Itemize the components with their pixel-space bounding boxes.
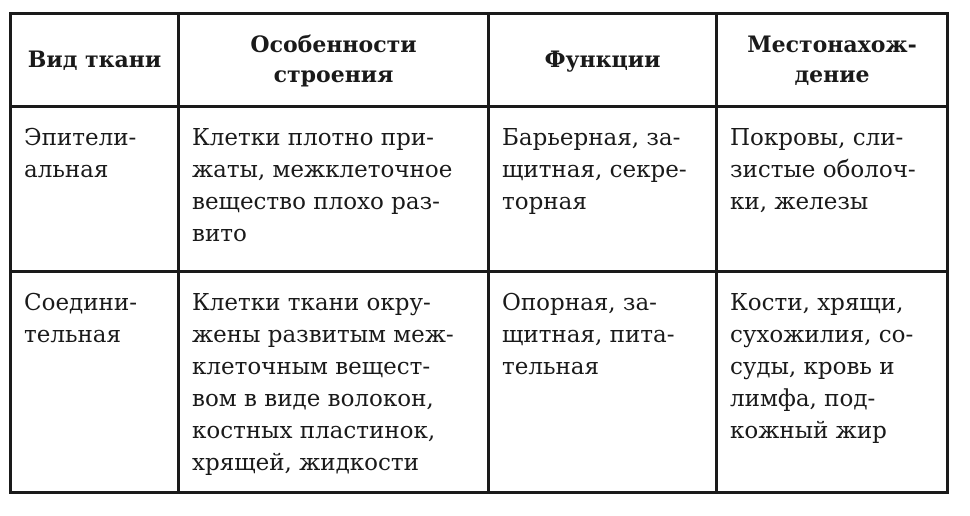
table-header [11,14,948,107]
cell-location: Покровы, сли- зистые оболоч- ки, железы [717,107,948,272]
header-row [11,14,948,107]
table-body [11,107,948,493]
header-tissue-type: Вид ткани [11,14,179,107]
header-functions: Функции [489,14,717,107]
table-row [11,272,948,493]
header-structure-features: Особенности строения [179,14,489,107]
cell-functions: Барьерная, за- щитная, секре- торная [489,107,717,272]
cell-structure-features: Клетки плотно при- жаты, межклеточное вещество плохо раз- вито [179,107,489,272]
table-row [11,107,948,272]
cell-location: Кости, хрящи, сухожилия, со- суды, кровь и лимфа, под- кожный жир [717,272,948,493]
tissue-types-table [9,12,949,494]
cell-structure-features: Клетки ткани окру- жены развитым меж- клеточным вещест- вом в виде волокон, костных пластинок, хрящей, жидкости [179,272,489,493]
cell-tissue-type: Эпители- альная [11,107,179,272]
cell-functions: Опорная, за- щитная, пита- тельная [489,272,717,493]
header-location: Местонахож- дение [717,14,948,107]
cell-tissue-type: Соедини- тельная [11,272,179,493]
